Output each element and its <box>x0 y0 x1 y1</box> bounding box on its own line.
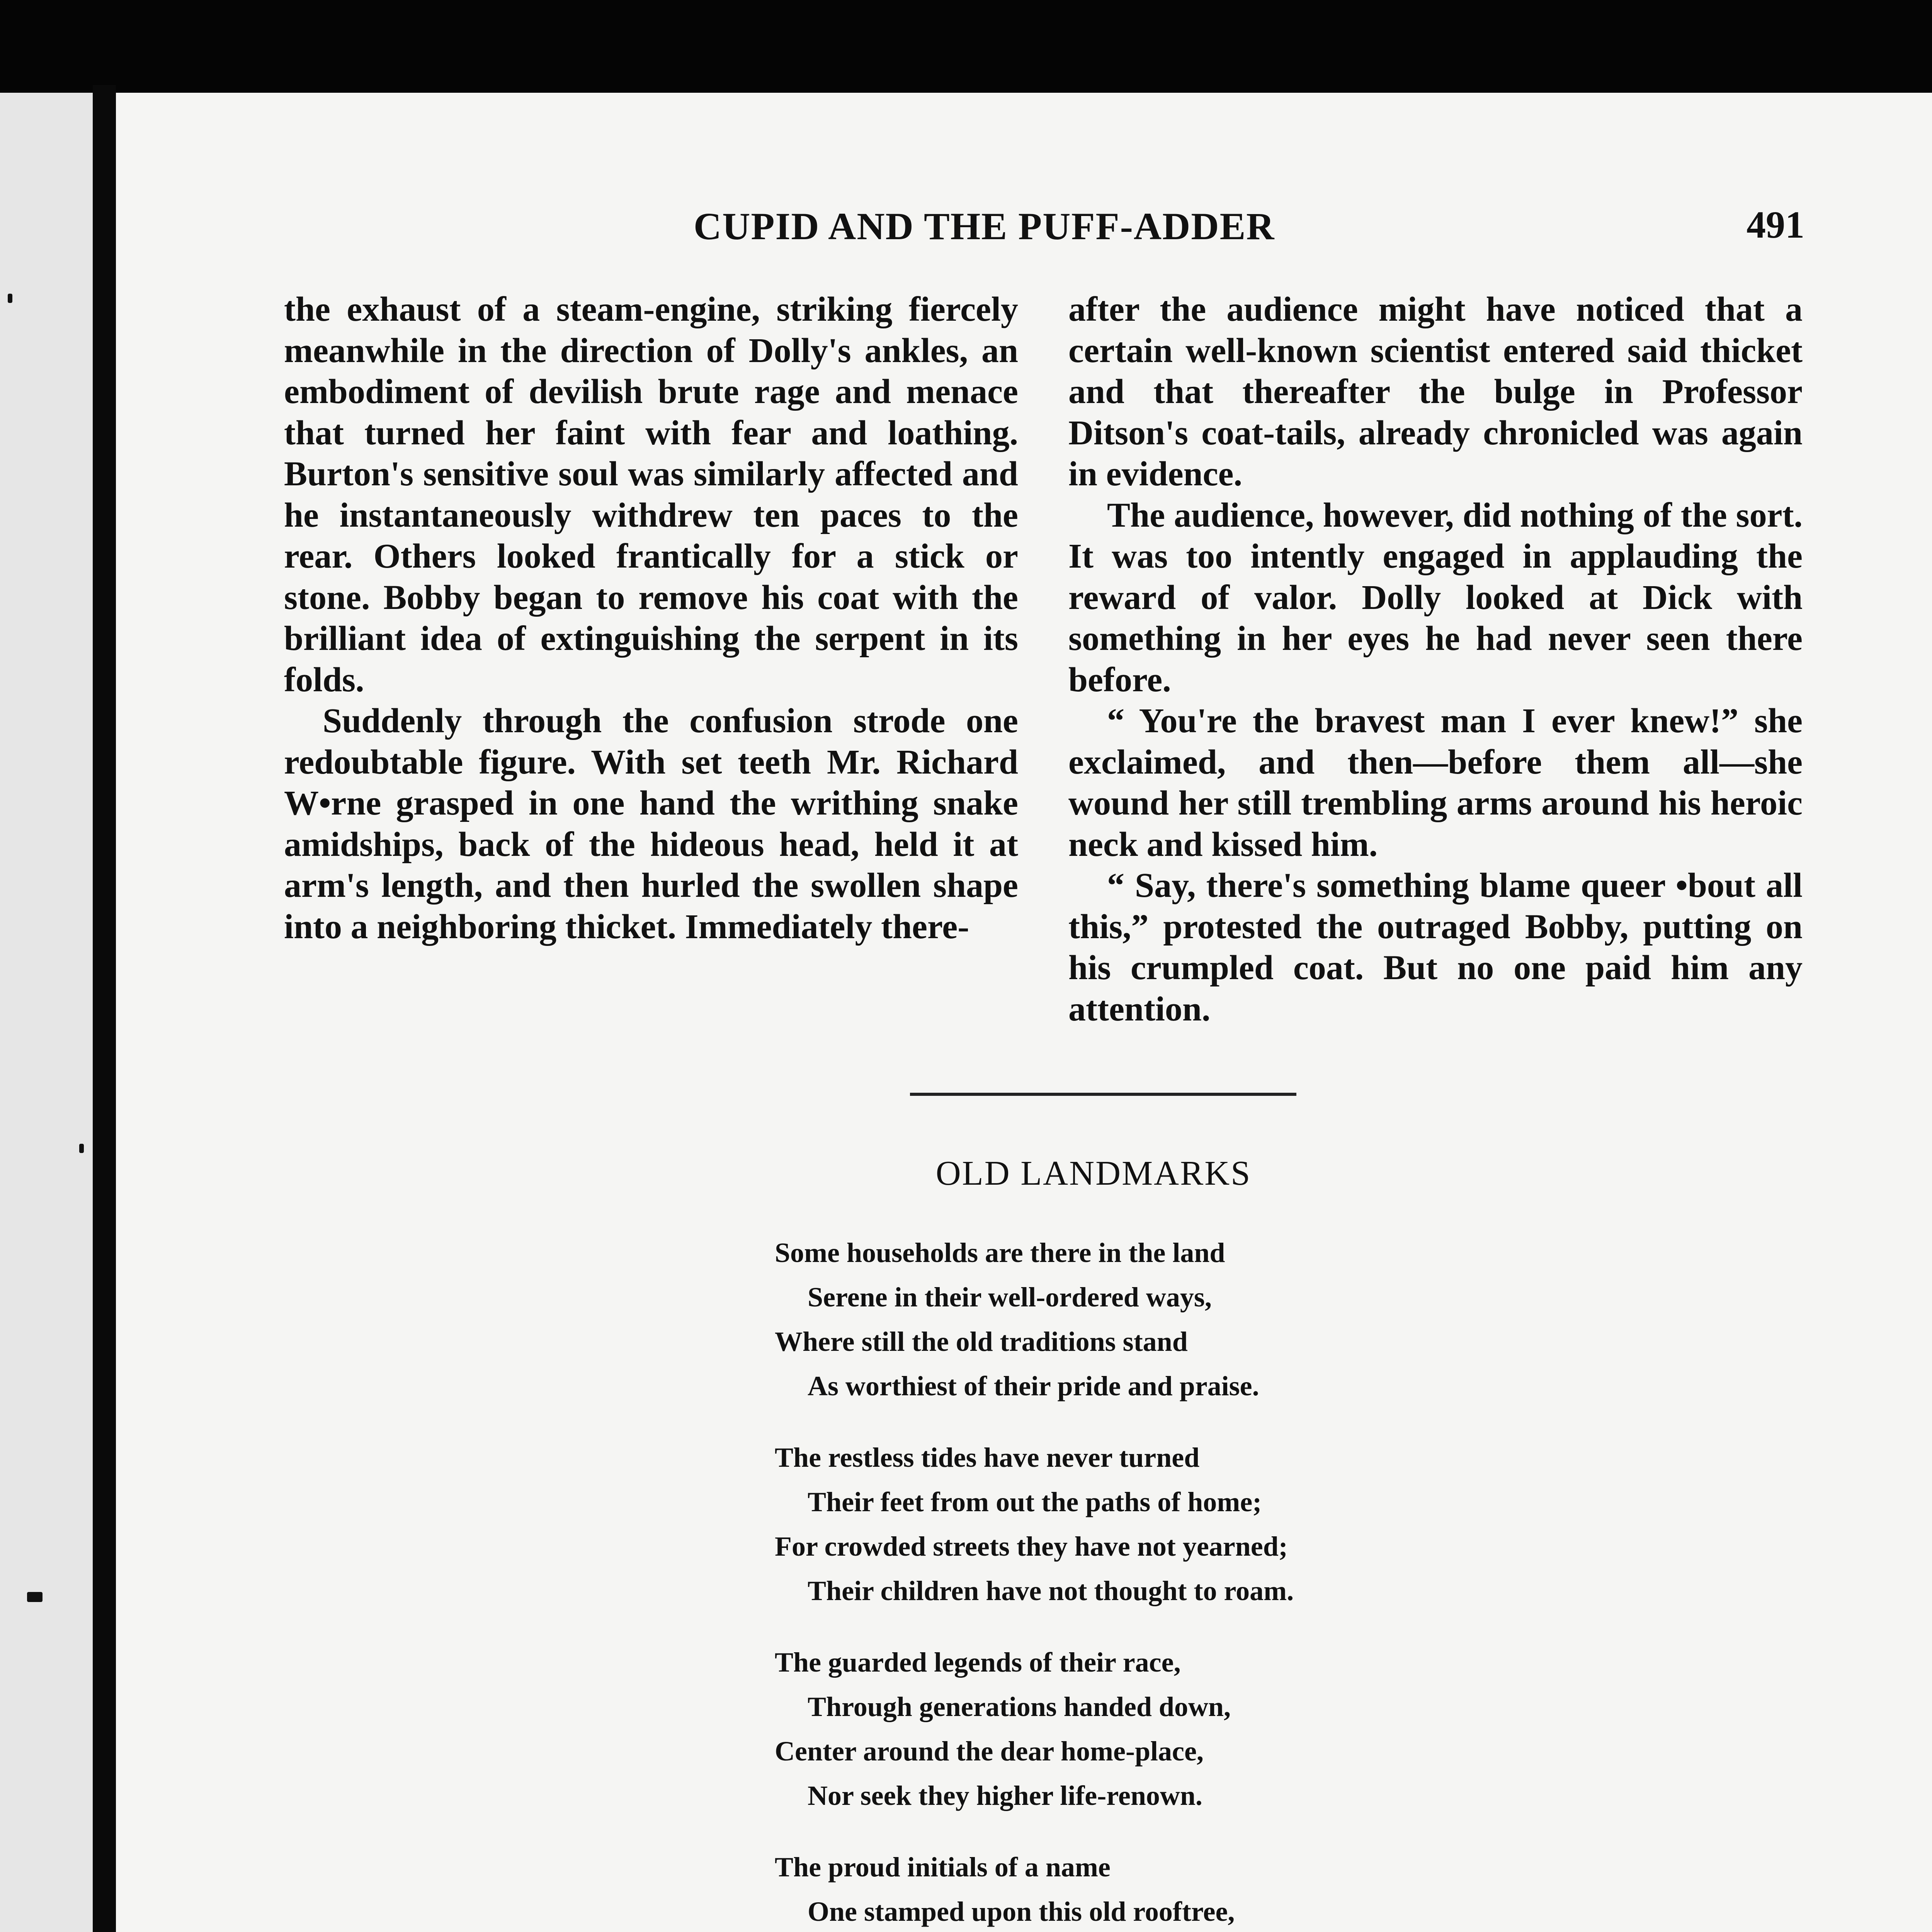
story-paragraph: The audience, however, did nothing of the sort. It was too intently engaged in applauding the reward of valor. Dolly looked at Dick with something in her eyes he had never seen there before. <box>1068 496 1803 699</box>
scan-speck <box>27 1592 43 1602</box>
poem-stanza <box>775 1231 1548 1408</box>
book-gutter <box>93 85 116 1932</box>
section-divider <box>910 1093 1296 1096</box>
poem-line: Nor seek they higher life-renown. <box>808 1780 1202 1811</box>
poem-title: OLD LANDMARKS <box>935 1154 1252 1192</box>
poem-line: The guarded legends of their race, <box>775 1647 1181 1678</box>
story-paragraph: “ Say, there's something blame queer •bout all this,” protested the outraged Bobby, putting on his crumpled coat. But no one paid him any attention. <box>1068 866 1803 1028</box>
poem-line: The restless tides have never turned <box>775 1442 1200 1473</box>
left-page-edge <box>0 93 93 1932</box>
poem-line: Where still the old traditions stand <box>775 1326 1188 1357</box>
story-paragraph: Suddenly through the confusion strode one redoubtable figure. With set teeth Mr. Richard W•rne grasped in one hand the writhing snake amidships, back of the hideous head, held it at arm's length, and then hurled the swollen shape into a neighboring thicket. Immediately there- <box>284 702 1018 946</box>
poem-stanza <box>775 1640 1548 1818</box>
poem-line: Some households are there in the land <box>775 1237 1225 1268</box>
poem-line: Center around the dear home-place, <box>775 1736 1204 1767</box>
scan-speck <box>79 1144 84 1153</box>
poem-line: The proud initials of a name <box>775 1852 1111 1883</box>
poem-line: Their children have not thought to roam. <box>808 1575 1294 1606</box>
poem-line: For crowded streets they have not yearned; <box>775 1531 1288 1562</box>
poem-line: Serene in their well-ordered ways, <box>808 1282 1212 1313</box>
poem-stanza <box>775 1435 1548 1613</box>
story-paragraph: the exhaust of a steam-engine, striking fiercely meanwhile in the direction of Dolly's ankles, an embodiment of devilish brute rage and menace that turned her faint with fear and loathing. Burton's sensitive soul was similarly affected and he instantaneously withdrew ten paces to the rear. Others looked frantically for a stick or stone. Bobby began to remove his coat with the brilliant idea of extinguishing the serpent in its folds. <box>284 290 1018 699</box>
poem-stanza <box>775 1845 1548 1932</box>
poem-line: Through generations handed down, <box>808 1691 1231 1722</box>
story-right-column <box>1068 289 1803 1030</box>
poem-body <box>775 1231 1548 1932</box>
story-paragraph: after the audience might have noticed that a certain well-known scientist entered said thicket and that thereafter the bulge in Professor Ditson's coat-tails, already chronicled was again in evidence. <box>1068 290 1803 493</box>
poem-line: As worthiest of their pride and praise. <box>808 1371 1259 1401</box>
poem-line: One stamped upon this old rooftree, <box>808 1896 1235 1927</box>
story-paragraph: “ You're the bravest man I ever knew!” she exclaimed, and then—before them all—she wound her still trembling arms around his heroic neck and kissed him. <box>1068 702 1803 864</box>
scan-speck <box>8 294 12 303</box>
poem-line: Their feet from out the paths of home; <box>808 1486 1262 1517</box>
story-left-column <box>284 289 1018 947</box>
running-head: CUPID AND THE PUFF-ADDER <box>694 205 1275 248</box>
page-number: 491 <box>1747 203 1804 246</box>
